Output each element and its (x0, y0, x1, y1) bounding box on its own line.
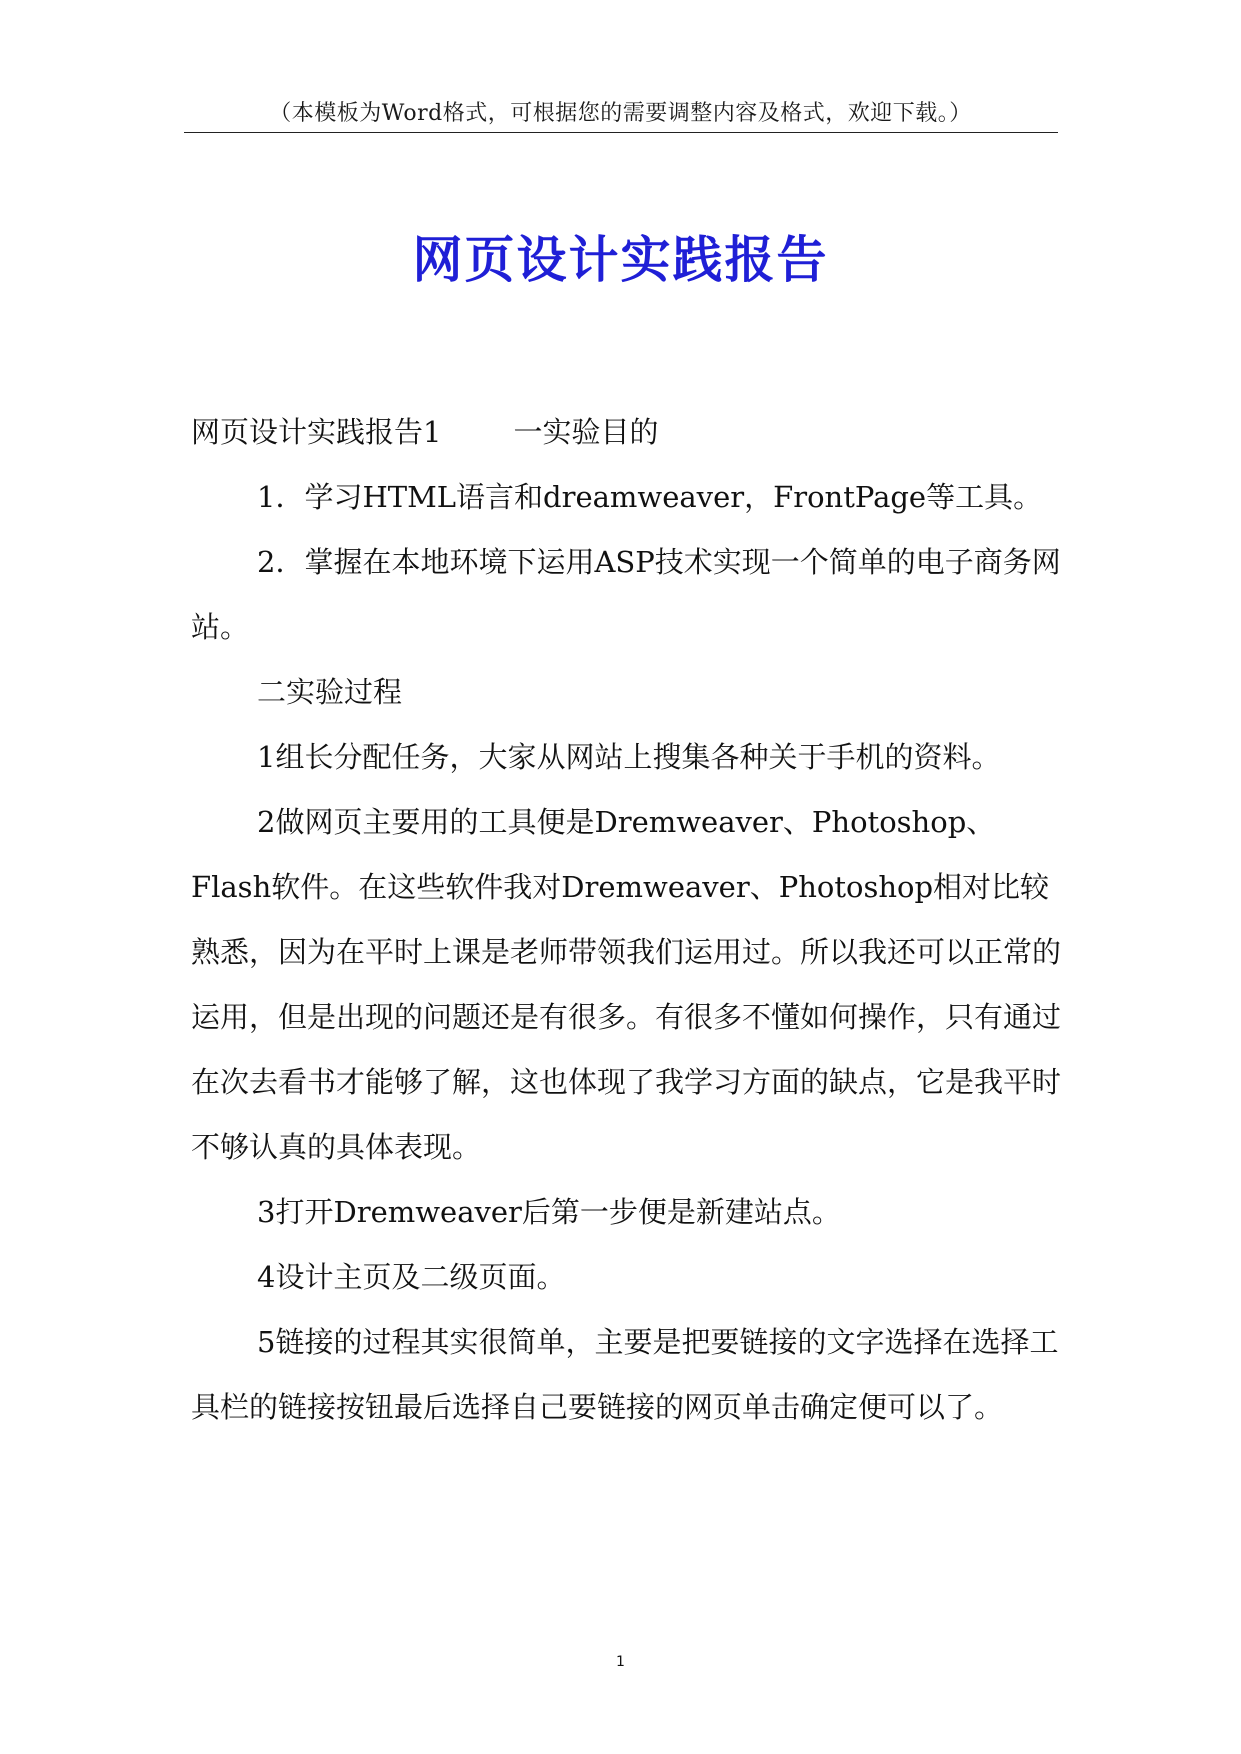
document-title: 网页设计实践报告 (412, 230, 829, 289)
paragraph: 1．学习HTML语言和dreamweaver，FrontPage等工具。 (257, 480, 1043, 514)
paragraph: 1组长分配任务，大家从网站上搜集各种关于手机的资料。 (257, 740, 1001, 774)
paragraph: 2做网页主要用的工具便是Dremweaver、Photoshop、Flash软件。在这些软件我对Dremweaver、Photoshop相对比较熟悉，因为在平时上课是老师带领我们运用过。所以我还可以正常的运用，但是出现的问题还是有很多。有很多不懂如何操作，只有通过在次去看书才能够了解，这也体现了我学习方面的缺点，它是我平时不够认真的具体表现。 (191, 805, 1062, 1164)
report-label: 网页设计实践报告1 (191, 415, 442, 449)
paragraph: 2．掌握在本地环境下运用ASP技术实现一个简单的电子商务网站。 (191, 545, 1061, 644)
paragraph: 3打开Dremweaver后第一步便是新建站点。 (257, 1195, 841, 1229)
document-body (191, 400, 1061, 1440)
header-divider (184, 132, 1058, 133)
paragraph: 4设计主页及二级页面。 (257, 1260, 566, 1294)
paragraph: 5链接的过程其实很简单，主要是把要链接的文字选择在选择工具栏的链接按钮最后选择自己要链接的网页单击确定便可以了。 (191, 1325, 1059, 1424)
page-number: 1 (616, 1654, 625, 1670)
section-title-purpose: 一实验目的 (513, 415, 659, 449)
section-title-process: 二实验过程 (257, 675, 403, 709)
header-note: （本模板为Word格式，可根据您的需要调整内容及格式，欢迎下载。） (269, 101, 972, 126)
section-heading-1 (191, 400, 1061, 465)
